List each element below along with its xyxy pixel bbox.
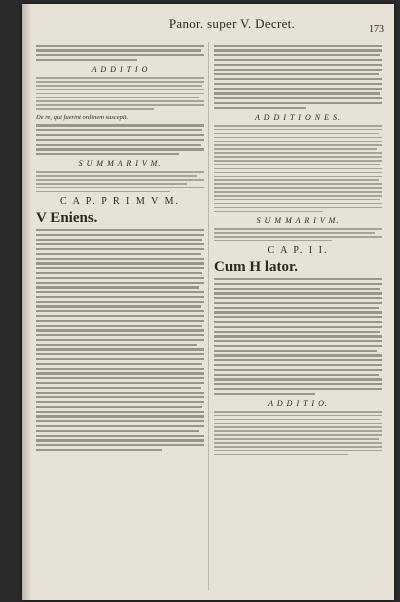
column-separator <box>208 42 209 590</box>
addition-text <box>36 77 204 110</box>
running-head: Panor. super V. Decret. <box>168 16 296 31</box>
folio-number: 173 <box>369 24 384 35</box>
body-text-block <box>214 45 382 109</box>
body-text-block <box>214 278 382 395</box>
body-text-block <box>36 124 204 155</box>
body-text-block <box>36 229 204 451</box>
caput-heading: C A P. I I. <box>267 245 329 257</box>
left-column <box>36 42 204 455</box>
summarium-heading: S U M M A R I V M. <box>256 216 340 226</box>
addition-heading: A D D I T I O. <box>268 398 328 408</box>
note-heading: De re, qui fuerint ordinem suscepit. <box>36 113 129 121</box>
summarium-heading: S U M M A R I V M. <box>78 159 162 169</box>
additiones-heading: A D D I T I O N E S. <box>255 112 341 122</box>
additiones-text <box>214 125 382 212</box>
document-page <box>22 4 394 600</box>
right-column <box>214 42 382 459</box>
page-edge-shadow <box>22 4 32 600</box>
initial-word: Cum H lator. <box>214 259 299 276</box>
initial-word: V Eniens. <box>36 210 98 227</box>
caput-heading: C A P. P R I M V M. <box>59 196 181 208</box>
addition-heading: A D D I T I O <box>91 65 149 75</box>
addition-text <box>214 411 382 455</box>
summarium-text <box>214 228 382 241</box>
body-text-block <box>36 45 204 62</box>
summarium-text <box>36 171 204 192</box>
